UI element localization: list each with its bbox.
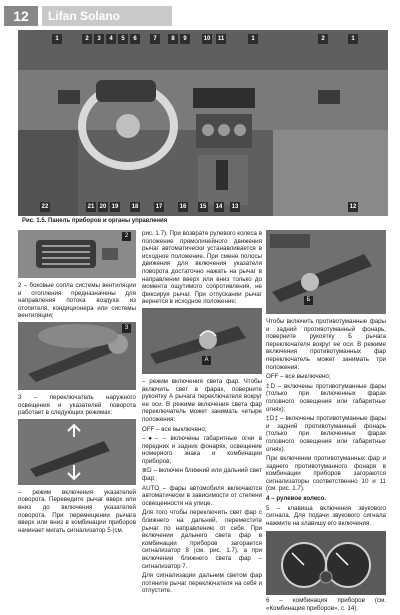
text-column-2 bbox=[142, 230, 262, 597]
callout-8: 8 bbox=[168, 34, 178, 44]
instrument-cluster-item: 6 – комбинация приборов (см. «Комбинация приборов», с. 14). bbox=[266, 597, 386, 613]
callout-7: 7 bbox=[150, 34, 160, 44]
headlight-mode-description: – режим включения света фар. Чтобы включить свет в фарах, поверните рукоятку А рычага переключателя вокруг ее оси. В режиме включения света фар переключатель может занимать четыре положения: bbox=[142, 377, 262, 423]
instrument-cluster-photo bbox=[266, 531, 386, 595]
page-number: 12 bbox=[4, 6, 38, 26]
headlight-auto: AUTO – фары автомобиля включаются автоматически в зависимости от степени освещенности на улице. bbox=[142, 484, 262, 507]
callout-12: 12 bbox=[349, 204, 357, 210]
vent-description: 2 – боковые сопла системы вентиляции и отопления предназначены для направления потока воздуха из отопителя, кондиционера или системы вентиляции; bbox=[18, 282, 136, 320]
callout-3: 3 bbox=[94, 34, 104, 44]
turn-signal-description: – режим включения указателей поворота. Переведите рычаг вверх или вниз до включения указателей поворота. При перемещении рычага вверх или вниз в комбинации приборов начинает мигать сигнализатор 5 (см. bbox=[18, 488, 136, 534]
page-header bbox=[0, 0, 400, 28]
fog-lamp-illustration bbox=[266, 230, 386, 314]
headlight-sidelights: –●– – включены габаритные огни в передних и задних фонарях, освещение номерного знака и комбинации приборов; bbox=[142, 435, 262, 465]
turn-signal-continued: рис. 1.7). При возврате рулевого колеса в положение прямолинейного движения рычаг автоматически устанавливается в исходное положение. При смене полосы движения для включения указателя поворота достаточно нажать на рычаг в направлении вверх или вниз только до момента ощутимого сопротивления, не фиксируя рычаг. При отпускании рычаг вернется в исходное положение; bbox=[142, 230, 262, 306]
turn-signal-illustration bbox=[18, 419, 136, 485]
callout-1c: 1 bbox=[348, 34, 358, 44]
fog-front-rear: ‡D‡ – включены противотуманные фары и задний противотуманный фонарь (только при включенных фарах головного освещения или габаритных огнях). bbox=[266, 415, 386, 453]
fog-lamp-switch-photo bbox=[266, 230, 386, 314]
high-beam-description: Для того чтобы переключить свет фар с ближнего на дальний, переместите рычаг по направлению от себя. При включении дальнего света фар в комбинации приборов загорается сигнализатор 8 (см. рис. 1.7), а при включении ближнего света фар – сигнализатор 7. bbox=[142, 509, 262, 570]
instrument-cluster-illustration bbox=[266, 531, 386, 595]
callout-20: 20 bbox=[99, 204, 107, 210]
callout-10: 10 bbox=[203, 36, 211, 42]
callout-22: 22 bbox=[41, 204, 49, 210]
callout-A: A bbox=[202, 356, 211, 365]
dashboard-illustration bbox=[18, 30, 388, 216]
fog-lamp-description: Чтобы включить противотуманные фары и задний противотуманный фонарь, поверните рукоятку Б рычага переключателя вокруг ее оси. В режиме включения противотуманных фар переключатель может занимать три положения: bbox=[266, 318, 386, 371]
brand-title: Lifan Solano bbox=[42, 6, 172, 26]
callout-1: 1 bbox=[52, 34, 62, 44]
callout-9: 9 bbox=[180, 34, 190, 44]
callout-4: 4 bbox=[106, 34, 116, 44]
light-switch-description: 3 – переключатель наружного освещения и указателей поворота работает в следующих режимах: bbox=[18, 393, 136, 417]
fog-front: ‡D – включены противотуманные фары (только при включенных фарах головного освещения или габаритных огнях); bbox=[266, 382, 386, 413]
flash-description: Для сигнализации дальним светом фар потяните рычаг переключателя на себя и отпустите. bbox=[142, 572, 262, 595]
callout-16: 16 bbox=[179, 204, 187, 210]
light-switch-illustration bbox=[18, 322, 136, 390]
vent-nozzle-photo bbox=[18, 230, 136, 278]
text-column-3 bbox=[266, 230, 386, 615]
callout-13: 13 bbox=[231, 204, 239, 210]
callout-B: Б bbox=[304, 296, 313, 305]
callout-1b: 1 bbox=[248, 34, 258, 44]
callout-2-small: 2 bbox=[122, 232, 131, 241]
steering-wheel-item: 4 – рулевое колесо. bbox=[266, 495, 327, 503]
callout-18: 18 bbox=[131, 204, 139, 210]
fog-off: OFF – все выключено; bbox=[266, 373, 331, 381]
callout-21: 21 bbox=[87, 204, 95, 210]
callout-5: 5 bbox=[118, 34, 128, 44]
callout-11: 11 bbox=[217, 36, 225, 42]
callout-6: 6 bbox=[130, 34, 140, 44]
fog-indicators: При включении противотуманных фар и заднего противотуманного фонаря в комбинации приборов загораются сигнализаторы соответственно 10 и 11 (см. рис. 1.7). bbox=[266, 455, 386, 493]
headlight-off: OFF – все выключено; bbox=[142, 425, 207, 433]
callout-14: 14 bbox=[215, 204, 223, 210]
callout-15: 15 bbox=[199, 204, 207, 210]
headlight-dipped: ≣D – включен ближний или дальний свет фар; bbox=[142, 467, 262, 483]
callout-2b: 2 bbox=[318, 34, 328, 44]
turn-signal-photo bbox=[18, 419, 136, 485]
text-column-1 bbox=[18, 230, 136, 536]
callout-19: 19 bbox=[111, 204, 119, 210]
callout-2: 2 bbox=[82, 34, 92, 44]
figure-caption: Рис. 1.5. Панель приборов и органы управления bbox=[22, 218, 168, 224]
vent-illustration bbox=[18, 230, 136, 278]
dashboard-photo bbox=[18, 30, 388, 216]
headlight-knob-photo bbox=[142, 308, 262, 374]
callout-3-small: 3 bbox=[122, 324, 131, 333]
callout-17: 17 bbox=[155, 204, 163, 210]
horn-item: 5 – клавиша включения звукового сигнала. Для подачи звукового сигнала нажмите на клавишу его включения. bbox=[266, 504, 386, 527]
light-switch-photo bbox=[18, 322, 136, 390]
